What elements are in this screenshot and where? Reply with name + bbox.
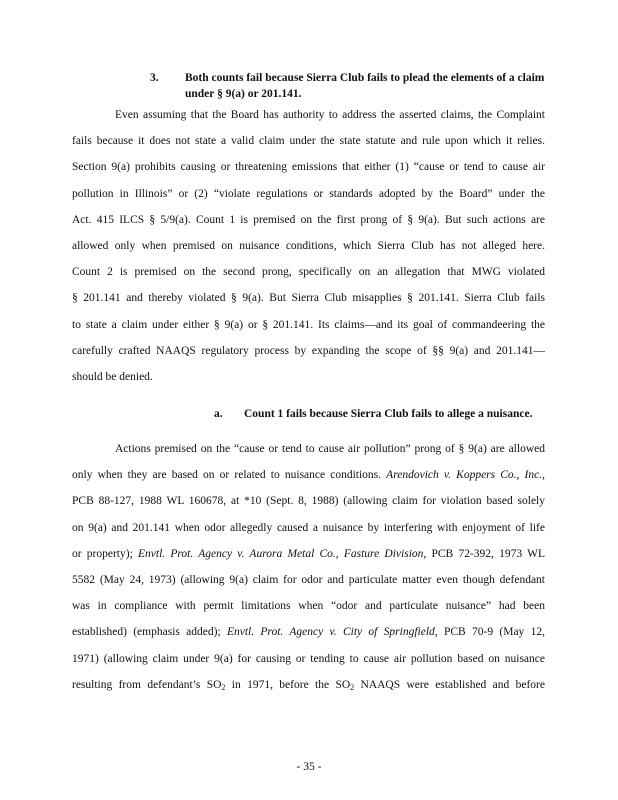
text-line: § 201.141 and thereby violated § 9(a). But Sierra Club misapplies § 201.141. Sierra Club fails bbox=[72, 292, 545, 305]
section-a-body bbox=[72, 436, 545, 698]
text-line: or property); Envtl. Prot. Agency v. Aurora Metal Co., Fasture Division, PCB 72-392, 1973 WL bbox=[72, 547, 545, 560]
text-line: carefully crafted NAAQS regulatory process by expanding the scope of §§ 9(a) and 201.141— bbox=[72, 344, 545, 357]
page-number: - 35 - bbox=[296, 761, 322, 773]
text-line: only when they are based on or related to nuisance conditions. Arendovich v. Koppers Co., Inc., bbox=[72, 469, 545, 482]
text-line: Section 9(a) prohibits causing or threatening emissions that either (1) “cause or tend to cause air bbox=[72, 161, 545, 174]
section-title: Both counts fail because Sierra Club fails to plead the elements of a claim under § 9(a) or 201.141. bbox=[185, 72, 545, 100]
section-number: 3. bbox=[150, 72, 159, 84]
text-line: Even assuming that the Board has authority to address the asserted claims, the Complaint bbox=[115, 109, 545, 121]
text-line: allowed only when premised on nuisance conditions, which Sierra Club has not alleged here. bbox=[72, 239, 545, 252]
paragraph bbox=[72, 436, 545, 698]
text-line: 1971) (allowing claim under 9(a) for causing or tending to cause air pollution based on nuisance bbox=[72, 652, 545, 665]
paragraph bbox=[72, 102, 545, 390]
text-line: Actions premised on the “cause or tend to cause air pollution” prong of § 9(a) are allowed bbox=[115, 443, 545, 455]
case-citation: Envtl. Prot. Agency v. City of Springfield bbox=[226, 626, 435, 639]
text-line: PCB 88-127, 1988 WL 160678, at *10 (Sept. 8, 1988) (allowing claim for violation based solely bbox=[72, 495, 545, 508]
subsection-label: a. bbox=[214, 408, 223, 420]
text-line: on 9(a) and 201.141 when odor allegedly caused a nuisance by interfering with enjoyment of life bbox=[72, 521, 545, 534]
text-line: Act. 415 ILCS § 5/9(a). Count 1 is premised on the first prong of § 9(a). But such actions are bbox=[72, 213, 545, 226]
text-line: established) (emphasis added); Envtl. Prot. Agency v. City of Springfield, PCB 70-9 (May 12, bbox=[72, 626, 545, 639]
text-line: Count 2 is premised on the second prong, specifically on an allegation that MWG violated bbox=[72, 266, 545, 279]
text-line: was in compliance with permit limitations when “odor and particulate nuisance” had been bbox=[72, 600, 545, 613]
section-3-body bbox=[72, 102, 545, 390]
text-line: resulting from defendant’s $SO_2$ in 1971, before the $SO_2$ NAAQS were established and before bbox=[72, 678, 545, 692]
case-citation: Envtl. Prot. Agency v. Aurora Metal Co., Fasture Division bbox=[138, 547, 424, 560]
case-citation: Arendovich v. Koppers Co., Inc. bbox=[386, 469, 543, 482]
text-line: pollution in Illinois” or (2) “violate regulations or standards adopted by the Board” under the bbox=[72, 187, 545, 200]
text-line: to state a claim under either § 9(a) or § 201.141. Its claims—and its goal of commandeering the bbox=[72, 318, 545, 331]
text-line: should be denied. bbox=[72, 370, 153, 383]
subsection-title: Count 1 fails because Sierra Club fails to allege a nuisance. bbox=[244, 408, 533, 420]
text-line: fails because it does not state a valid claim under the state statute and rule upon which it relies. bbox=[72, 135, 545, 148]
text-line: 5582 (May 24, 1973) (allowing 9(a) claim for odor and particulate matter even though defendant bbox=[72, 573, 545, 586]
